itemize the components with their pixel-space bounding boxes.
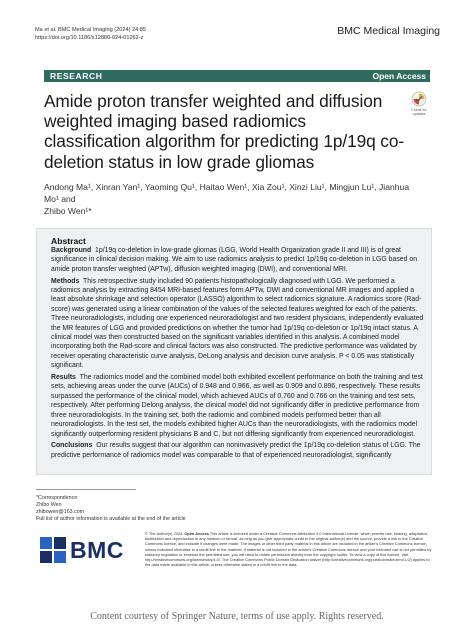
crossmark-icon (411, 91, 427, 107)
abstract-conclusions (51, 441, 424, 460)
abstract-body (51, 246, 424, 463)
abstract-methods (51, 277, 424, 371)
correspondence: *Correspondence: Zhibo Wen zhibowen@163.com Full list of author information is available at the end of the article (36, 495, 186, 522)
divider (36, 489, 136, 490)
crossmark-badge[interactable] (407, 91, 431, 116)
open-access-label: Open Access (372, 71, 426, 81)
citation-line: Ma et al. BMC Medical Imaging (2024) 24:85 (35, 27, 146, 33)
section-text: This retrospective study included 90 patients histopathologically diagnosed with LGG. We performed a radiomics analysis by extracting 8454 MRI-based features form APTw, DWI and conventional MR images and applied a least absolute shrinkage and selection operator (LASSO) algorithm to select radiomics signature. A radiomics score (Rad-score) was generated using a linear combination of the values of the selected features weighted for each of the patients. Three neuroradiologists, including one experienced neuroradiologist and two resident physicians, independently evaluated the MR features of LGG and provided predictions on whether the tumor had 1p/19q co-deletion or 1p/19q intact status. A clinical model was then constructed based on the significant variables identified in this analysis. A combined model incorporating both the Rad-score and clinical factors was also constructed. The predictive performance was validated by receiver operating characteristic curve analysis, DeLong analysis and decision curve analysis. P < 0.05 was statistically significant. (51, 277, 424, 370)
section-label: Background (51, 247, 92, 254)
author-line: Andong Ma¹, Xinran Yan¹, Yaoming Qu¹, Haitao Wen¹, Xia Zou¹, Xinzi Liu¹, Mingjun Lu¹, Jianhua Mo¹ and (44, 182, 410, 204)
article-type-banner (44, 70, 430, 82)
journal-name: BMC Medical Imaging (337, 25, 440, 37)
doi-link[interactable]: https://doi.org/10.1186/s12880-024-01262-z (35, 35, 144, 42)
citation-header (35, 26, 146, 43)
research-label: RESEARCH (50, 71, 103, 81)
author-line: Zhibo Wen¹* (44, 206, 92, 216)
section-text: 1p/19q co-deletion in low-grade gliomas (LGG, World Health Organization grade II and III) is of great significance in clinical decision making. We aim to use radiomics analysis to predict 1p/19q co-deletion in LGG based on amide proton transfer weighted (APTw), diffusion weighted imaging (DWI), and conventional MRI. (51, 247, 418, 273)
section-label: Conclusions (51, 442, 93, 450)
open-access-emphasis: Open Access (184, 531, 209, 536)
section-label: Methods (51, 277, 80, 285)
section-label: Results (51, 374, 76, 382)
abstract-results (51, 373, 424, 439)
courtesy-footer: Content courtesy of Springer Nature, terms of use apply. Rights reserved. (90, 611, 384, 622)
abstract-heading: Abstract (51, 236, 86, 246)
section-text: The radiomics model and the combined model both exhibited excellent performance on both the training and test sets, achieving areas under the curve (AUCs) of 0.948 and 0.966, as well as 0.909 and 0.896, respectively. These results surpassed the performance of the clinical model, which achieved AUCs of 0.760 and 0.766 on the training and test sets, respectively. After performing Delong analysis, the clinical model did not significantly differ in predictive performance from three neuroradiologists. In the training set, both the radiomic and combined models performed better than all neuroradiologists. In the test set, the models exhibited higher AUCs than the neuroradiologists, with the radiomics model significantly outperforming resident physicians B and C, but not differing significantly from experienced neuroradiologist. (51, 374, 423, 438)
author-list (44, 181, 424, 217)
article-title: Amide proton transfer weighted and diffusion weighted imaging based radiomics classification algorithm for predicting 1p/19q co-deletion status in low grade gliomas (44, 91, 405, 172)
license-text: © The Author(s) 2024. Open Access This article is licensed under a Creative Commons Attribution 4.0 International License, which permits use, sharing, adaptation, distribution and reproduction in any medium or format, as long as you give appropriate credit to the original author(s) and the source, provide a link to the Creative Commons licence, and indicate if changes were made. The images or other third party material in this article are included in the article's Creative Commons licence, unless indicated otherwise in a credit line to the material. If material is not included in the article's Creative Commons licence and your intended use is not permitted by statutory regulation or exceeds the permitted use, you will need to obtain permission directly from the copyright holder. To view a copy of this licence, visit http://creativecommons.org/licenses/by/4.0/. The Creative Commons Public Domain Dedication waiver (http://creativecommons.org/publicdomain/zero/1.0/) applies to the data made available in this article, unless otherwise stated in a credit line to the data. (145, 531, 432, 568)
bmc-logo (40, 536, 136, 564)
bmc-logo-icon (40, 537, 66, 563)
bmc-wordmark: BMC (70, 537, 124, 563)
section-text: Our results suggest that our algorithm can noninvasively predict the 1p/19q co-deletion status of LGG. The predictive performance of radiomics model was comparable to that of experienced neuroradiologist, significantly (51, 442, 421, 459)
email-link[interactable]: zhibowen@163.com (36, 509, 85, 515)
abstract-background (51, 246, 424, 274)
crossmark-label: Check for updates (411, 108, 427, 117)
abstract-box (36, 228, 432, 475)
